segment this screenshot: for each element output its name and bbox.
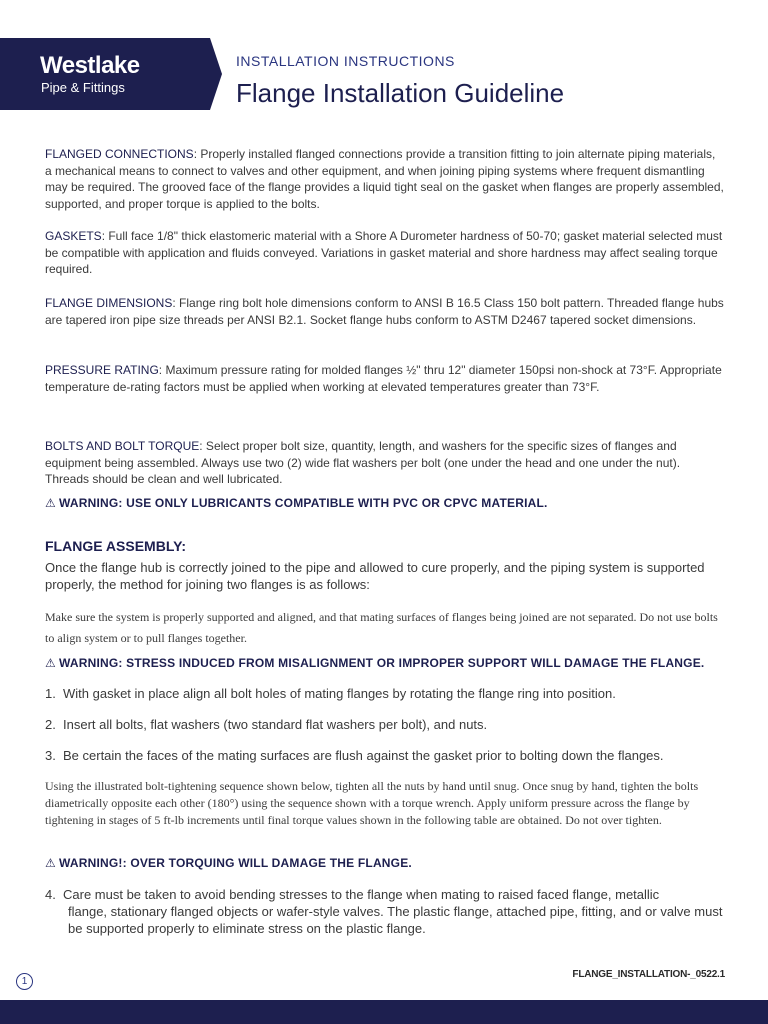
- list-item-number: 3.: [45, 748, 56, 763]
- list-item-text: Care must be taken to avoid bending stresses to the flange when mating to raised faced flange, metallic: [63, 887, 660, 902]
- section-heading: GASKETS: [45, 229, 102, 243]
- document-code: FLANGE_INSTALLATION-_0522.1: [572, 969, 725, 980]
- section-flange-dimensions: [45, 295, 725, 328]
- section-body: : Select proper bolt size, quantity, length, and washers for the specific sizes of flanges and equipment being assembled. Always use two (2) wide flat washers per bolt (one under the head and one under the nut). Threads should be clean and well lubricated.: [45, 439, 681, 486]
- section-bolts-torque: [45, 438, 725, 488]
- warning-lubricants: ⚠ WARNING: USE ONLY LUBRICANTS COMPATIBLE WITH PVC OR CPVC MATERIAL.: [45, 496, 548, 510]
- section-heading: FLANGE DIMENSIONS: [45, 296, 173, 310]
- section-heading: FLANGED CONNECTIONS: [45, 147, 194, 161]
- warning-icon: ⚠: [45, 856, 56, 870]
- list-item-number: 1.: [45, 686, 56, 701]
- assembly-heading: FLANGE ASSEMBLY:: [45, 538, 187, 554]
- section-gaskets: [45, 228, 725, 278]
- list-item-text: With gasket in place align all bolt holes of mating flanges by rotating the flange ring into position.: [63, 686, 616, 701]
- list-item-number: 4.: [45, 887, 56, 902]
- assembly-note-torque: Using the illustrated bolt-tightening sequence shown below, tighten all the nuts by hand until snug. Once snug by hand, tighten the bolts diametrically opposite each other (180°) using the sequence shown with a torque wrench. Apply uniform pressure across the flange by tightening in stages of 5 ft-lb increments until final torque values shown in the following table are obtained. Do not over tighten.: [45, 779, 699, 827]
- brand-subtitle: Pipe & Fittings: [41, 80, 125, 95]
- assembly-intro: Once the flange hub is correctly joined to the pipe and allowed to cure properly, and the piping system is supported properly, the method for joining two flanges is as follows:: [45, 560, 705, 592]
- list-item-text: Be certain the faces of the mating surfaces are flush against the gasket prior to bolting down the flanges.: [63, 748, 664, 763]
- document-label: INSTALLATION INSTRUCTIONS: [236, 53, 455, 69]
- section-body: : Full face 1/8" thick elastomeric material with a Shore A Durometer hardness of 50-70; gasket material selected must be compatible with application and fluids conveyed. Variations in gasket material and shore hardness may affect sealing torque required.: [45, 229, 723, 276]
- warning-icon: ⚠: [45, 496, 56, 510]
- list-item-text: Insert all bolts, flat washers (two standard flat washers per bolt), and nuts.: [63, 717, 488, 732]
- list-item: [45, 747, 725, 764]
- brand-name: Westlake: [40, 52, 140, 79]
- warning-text: WARNING: STRESS INDUCED FROM MISALIGNMENT OR IMPROPER SUPPORT WILL DAMAGE THE FLANGE: [59, 656, 701, 670]
- footer-band: [0, 1000, 768, 1024]
- section-heading: BOLTS AND BOLT TORQUE: [45, 439, 200, 453]
- list-item-text-continued: flange, stationary flanged objects or wafer-style valves. The plastic flange, attached pipe, fitting, and or valve must be supported properly to eliminate stress on the plastic flange.: [68, 904, 723, 936]
- page-title: Flange Installation Guideline: [236, 78, 565, 108]
- page-number: 1: [16, 973, 33, 990]
- warning-over-torque: ⚠ WARNING!: OVER TORQUING WILL DAMAGE THE FLANGE.: [45, 856, 412, 870]
- section-heading: PRESSURE RATING: [45, 363, 159, 377]
- section-pressure-rating: [45, 362, 725, 395]
- section-body: : Maximum pressure rating for molded flanges ½" thru 12" diameter 150psi non-shock at 73°F. Appropriate temperature de-rating factors must be applied when working at elevated temperatures greater than 73°F.: [45, 363, 722, 394]
- list-item: [45, 886, 725, 937]
- section-flanged-connections: [45, 146, 725, 212]
- warning-text: WARNING!: OVER TORQUING WILL DAMAGE THE FLANGE: [59, 856, 409, 870]
- list-item: [45, 685, 725, 702]
- section-body: : Flange ring bolt hole dimensions conform to ANSI B 16.5 Class 150 bolt pattern. Threaded flange hubs are tapered iron pipe size threads per ANSI B2.1. Socket flange hubs conform to ASTM D2467 tapered socket dimensions.: [45, 296, 724, 327]
- warning-icon: ⚠: [45, 656, 56, 670]
- list-item: [45, 716, 725, 733]
- list-item-number: 2.: [45, 717, 56, 732]
- section-body: : Properly installed flanged connections provide a transition fitting to join alternate piping materials, a mechanical means to connect to valves and other equipment, and when joining piping systems where frequent dismantling may be required. The grooved face of the flange provides a liquid tight seal on the gasket when flanges are properly assembled, supported, and proper torque is applied to the bolts.: [45, 147, 724, 211]
- warning-text: WARNING: USE ONLY LUBRICANTS COMPATIBLE WITH PVC OR CPVC MATERIAL: [59, 496, 545, 510]
- warning-stress: ⚠ WARNING: STRESS INDUCED FROM MISALIGNMENT OR IMPROPER SUPPORT WILL DAMAGE THE FLANGE.: [45, 656, 705, 670]
- assembly-note-support: Make sure the system is properly supported and aligned, and that mating surfaces of flanges being joined are not separated. Do not use bolts to align system or to pull flanges together.: [45, 610, 718, 645]
